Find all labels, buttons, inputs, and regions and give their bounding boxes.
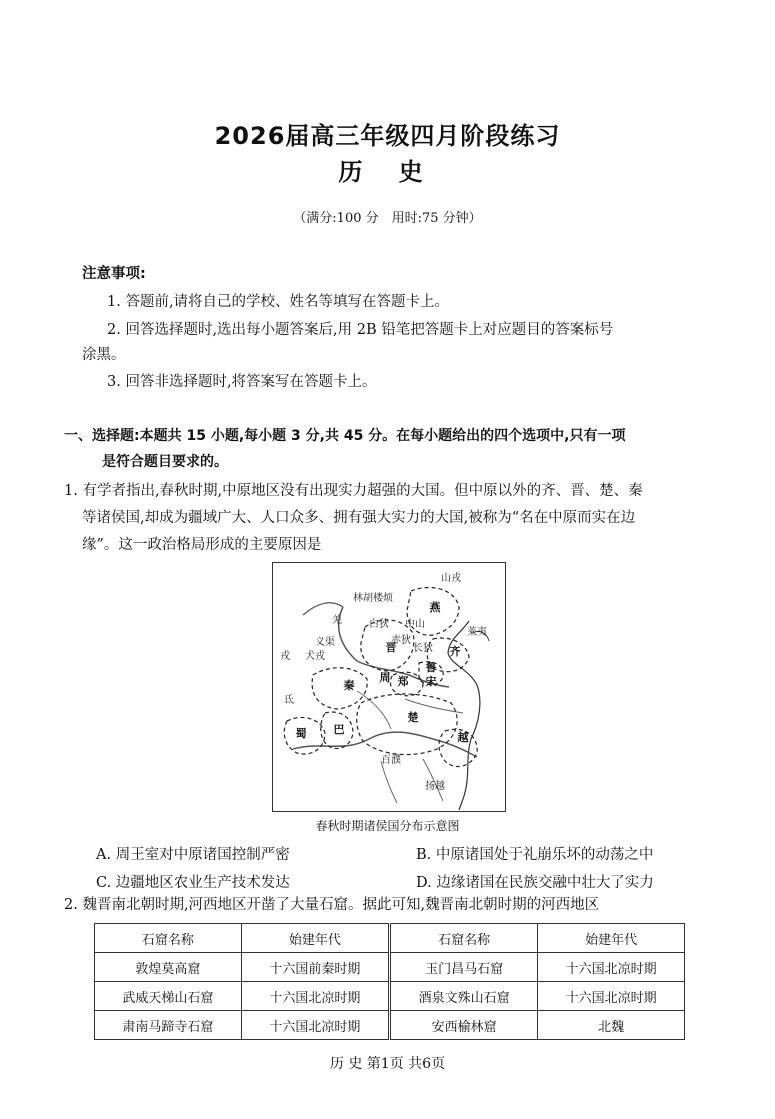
notice-item: 1. 答题前,请将自己的学校、姓名等填写在答题卡上。	[107, 294, 450, 310]
table-cell: 安西榆林窟	[389, 1011, 537, 1040]
svg-text:郑: 郑	[397, 675, 409, 688]
q1-stem: 缘”。这一政治格局形成的主要原因是	[82, 537, 322, 553]
svg-text:义渠: 义渠	[315, 637, 335, 648]
svg-text:氐: 氐	[284, 695, 294, 706]
q1-option-d[interactable]: D. 边缘诸国在民族交融中壮大了实力	[416, 875, 654, 891]
map-caption: 春秋时期诸侯国分布示意图	[315, 819, 460, 833]
svg-text:长狄: 长狄	[413, 643, 433, 654]
table-header-row	[95, 924, 685, 953]
svg-text:犬戎: 犬戎	[305, 651, 325, 662]
table-cell: 十六国北凉时期	[538, 982, 685, 1011]
q1-option-b[interactable]: B. 中原诸国处于礼崩乐坏的动荡之中	[416, 847, 654, 863]
table-row	[95, 1011, 685, 1040]
notice-item: 3. 回答非选择题时,将答案写在答题卡上。	[107, 374, 377, 390]
table-cell: 武威天梯山石窟	[95, 982, 242, 1011]
svg-text:莱夷: 莱夷	[467, 627, 487, 638]
svg-text:晋: 晋	[385, 641, 397, 654]
table-row	[95, 953, 685, 982]
svg-text:赤狄: 赤狄	[391, 635, 411, 646]
q1-option-a[interactable]: A. 周王室对中原诸国控制严密	[96, 847, 290, 863]
svg-text:巴: 巴	[333, 723, 345, 736]
svg-text:羌: 羌	[332, 615, 342, 626]
score-info: （满分:100 分 用时:75 分钟）	[293, 211, 482, 226]
q1-stem: 等诸侯国,却成为疆域广大、人口众多、拥有强大实力的大国,被称为“名在中原而实在边	[82, 510, 636, 526]
table-cell: 十六国北凉时期	[538, 953, 685, 982]
svg-text:燕: 燕	[429, 601, 441, 614]
table-cell: 肃南马蹄寺石窟	[95, 1011, 242, 1040]
svg-text:鲁: 鲁	[425, 661, 437, 674]
table-cell: 十六国北凉时期	[241, 982, 389, 1011]
q1-stem: 1. 有学者指出,春秋时期,中原地区没有出现实力超强的大国。但中原以外的齐、晋、楚、秦	[64, 483, 643, 499]
svg-text:蜀: 蜀	[295, 727, 307, 740]
qin-border	[312, 668, 367, 709]
table-header: 石窟名称	[389, 924, 537, 953]
notice-heading: 注意事项:	[82, 266, 146, 282]
exam-title: 2026届高三年级四月阶段练习	[214, 122, 561, 150]
table-cell: 十六国北凉时期	[241, 1011, 389, 1040]
svg-text:周: 周	[379, 671, 391, 684]
table-row	[95, 982, 685, 1011]
page-footer: 历 史 第1页 共6页	[329, 1056, 446, 1072]
spring-autumn-map	[272, 562, 506, 812]
cave-table	[94, 923, 685, 1040]
notice-item: 涂黑。	[82, 347, 126, 363]
table-cell: 北魏	[538, 1011, 685, 1040]
svg-text:白狄: 白狄	[369, 619, 389, 630]
table-header: 始建年代	[538, 924, 685, 953]
svg-text:戎: 戎	[280, 651, 290, 662]
subject-title: 历 史	[338, 158, 437, 186]
q2-stem: 2. 魏晋南北朝时期,河西地区开凿了大量石窟。据此可知,魏晋南北朝时期的河西地区	[64, 897, 600, 913]
chu-border	[357, 694, 457, 755]
section-heading: 一、选择题:本题共 15 小题,每小题 3 分,共 45 分。在每小题给出的四个选项中,只有一项	[64, 428, 626, 444]
svg-text:山戎: 山戎	[441, 573, 461, 584]
svg-text:中山: 中山	[405, 619, 425, 630]
svg-text:宋: 宋	[425, 675, 437, 688]
table-cell: 十六国前秦时期	[241, 953, 389, 982]
svg-text:扬越: 扬越	[425, 781, 445, 792]
section-heading-cont: 是符合题目要求的。	[102, 454, 228, 470]
svg-text:百濮: 百濮	[381, 755, 401, 766]
yangtze-river	[293, 732, 477, 757]
table-header: 始建年代	[241, 924, 389, 953]
svg-text:越: 越	[457, 731, 469, 744]
q1-option-c[interactable]: C. 边疆地区农业生产技术发达	[96, 875, 290, 891]
table-header: 石窟名称	[95, 924, 242, 953]
svg-text:秦: 秦	[343, 679, 355, 692]
table-cell: 酒泉文殊山石窟	[389, 982, 537, 1011]
svg-text:楼烦: 楼烦	[373, 593, 393, 604]
notice-item: 2. 回答选择题时,选出每小题答案后,用 2B 铅笔把答题卡上对应题目的答案标号	[107, 322, 614, 338]
svg-text:齐: 齐	[449, 645, 461, 658]
svg-text:林胡: 林胡	[353, 593, 373, 604]
table-cell: 玉门昌马石窟	[389, 953, 537, 982]
table-cell: 敦煌莫高窟	[95, 953, 242, 982]
svg-text:楚: 楚	[407, 711, 419, 724]
